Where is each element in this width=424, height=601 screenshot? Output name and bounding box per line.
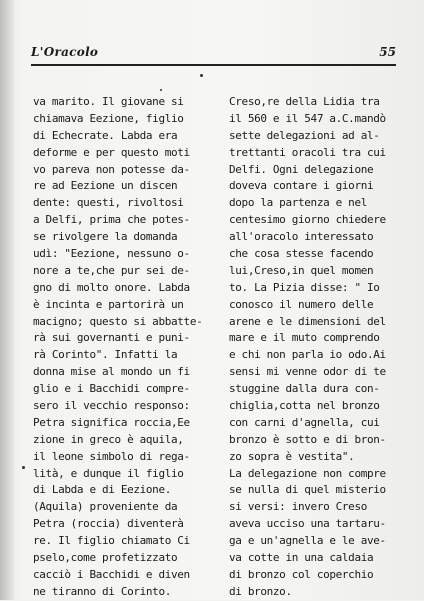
text-line: rà Corinto". Infatti la [33, 348, 178, 362]
text-line: è incinta e partorirà un [33, 297, 184, 311]
text-line: nore a te,che pur sei de- [33, 263, 190, 277]
print-speck [22, 466, 25, 469]
text-line: il leone simbolo di rega- [33, 449, 190, 463]
text-line: to. La Pizia disse: " Io [229, 280, 380, 294]
page-number: 55 [379, 45, 396, 59]
text-line: re ad Eezione un discen [33, 179, 178, 193]
text-line: zione in greco è aquila, [33, 432, 184, 446]
text-line: dopo la partenza e nel [229, 196, 367, 210]
text-line: ne tiranno di Corinto. [33, 584, 171, 598]
text-line: macigno; questo si abbatte- [33, 314, 203, 328]
text-line: deforme e per questo moti [33, 145, 190, 159]
text-line: cacciò i Bacchidi e diven [33, 567, 190, 581]
text-line: aveva ucciso una tartaru- [229, 517, 386, 531]
text-line: di Labda e di Eezione. [33, 483, 171, 497]
text-line: (Aquila) proveniente da [33, 500, 178, 514]
page-header [31, 43, 396, 63]
text-line: ga e un'agnella e le ave- [229, 534, 386, 548]
text-line: sette delegazioni ad al- [229, 128, 380, 142]
text-line: lità, e dunque il figlio [33, 466, 184, 480]
text-line: centesimo giorno chiedere [229, 213, 386, 227]
text-line: con carni d'agnella, cui [229, 415, 380, 429]
running-title: L'Oracolo [31, 45, 99, 59]
text-line: se rivolgere la domanda [33, 230, 178, 244]
text-line: dente: questi, rivoltosi [33, 196, 184, 210]
text-line: pselo,come profetizzato [33, 551, 178, 565]
text-line: Delfi. Ogni delegazione [229, 162, 374, 176]
text-line: si versi: invero Creso [229, 500, 367, 514]
page-spine-shadow [0, 0, 14, 600]
text-line: arene e le dimensioni del [229, 314, 386, 328]
text-line: Petra (roccia) diventerà [33, 517, 184, 531]
left-text-column [33, 94, 217, 601]
text-line: e chi non parla io odo.Ai [229, 348, 386, 362]
text-line: di bronzo col coperchio [229, 567, 374, 581]
text-line: a Delfi, prima che potes- [33, 213, 190, 227]
text-line: udì: "Eezione, nessuno o- [33, 247, 190, 261]
text-line: sensi mi venne odor di te [229, 365, 386, 379]
print-speck [200, 74, 203, 77]
text-line: La delegazione non compre [229, 466, 386, 480]
text-line: se nulla di quel misterio [229, 483, 386, 497]
text-line: conosco il numero delle [229, 297, 374, 311]
text-line: vo pareva non potesse da- [33, 162, 190, 176]
text-line: va cotte in una caldaia [229, 551, 374, 565]
text-line: bronzo è sotto e di bron- [229, 432, 386, 446]
text-line: chiamava Eezione, figlio [33, 111, 184, 125]
text-line: zo sopra è vestita". [229, 449, 355, 463]
text-line: trettanti oracoli tra cui [229, 145, 386, 159]
text-line: di Echecrate. Labda era [33, 128, 178, 142]
text-line: mare e il muto comprendo [229, 331, 380, 345]
text-line: il 560 e il 547 a.C.mandò [229, 111, 386, 125]
text-line: rà sui governanti e puni- [33, 331, 190, 345]
text-line: stuggine dalla dura con- [229, 382, 380, 396]
text-line: all'oracolo interessato [229, 230, 374, 244]
text-line: lui,Creso,in quel momen [229, 263, 374, 277]
text-line: Creso,re della Lidia tra [229, 95, 380, 108]
text-line: glio e i Bacchidi compre- [33, 382, 190, 396]
text-line: Petra significa roccia,Ee [33, 415, 190, 429]
text-line: chiglia,cotta nel bronzo [229, 399, 380, 413]
text-line: donna mise al mondo un fi [33, 365, 190, 379]
print-speck [160, 89, 162, 91]
text-line: re. Il figlio chiamato Ci [33, 534, 190, 548]
text-line: sero il vecchio responso: [33, 399, 190, 413]
text-line: va marito. Il giovane si [33, 95, 184, 108]
text-line: doveva contare i giorni [229, 179, 374, 193]
text-line: gno di molto onore. Labda [33, 280, 190, 294]
header-rule [31, 64, 396, 66]
text-line: di bronzo. [229, 584, 292, 598]
text-line: che cosa stesse facendo [229, 247, 374, 261]
right-text-column [229, 94, 399, 601]
